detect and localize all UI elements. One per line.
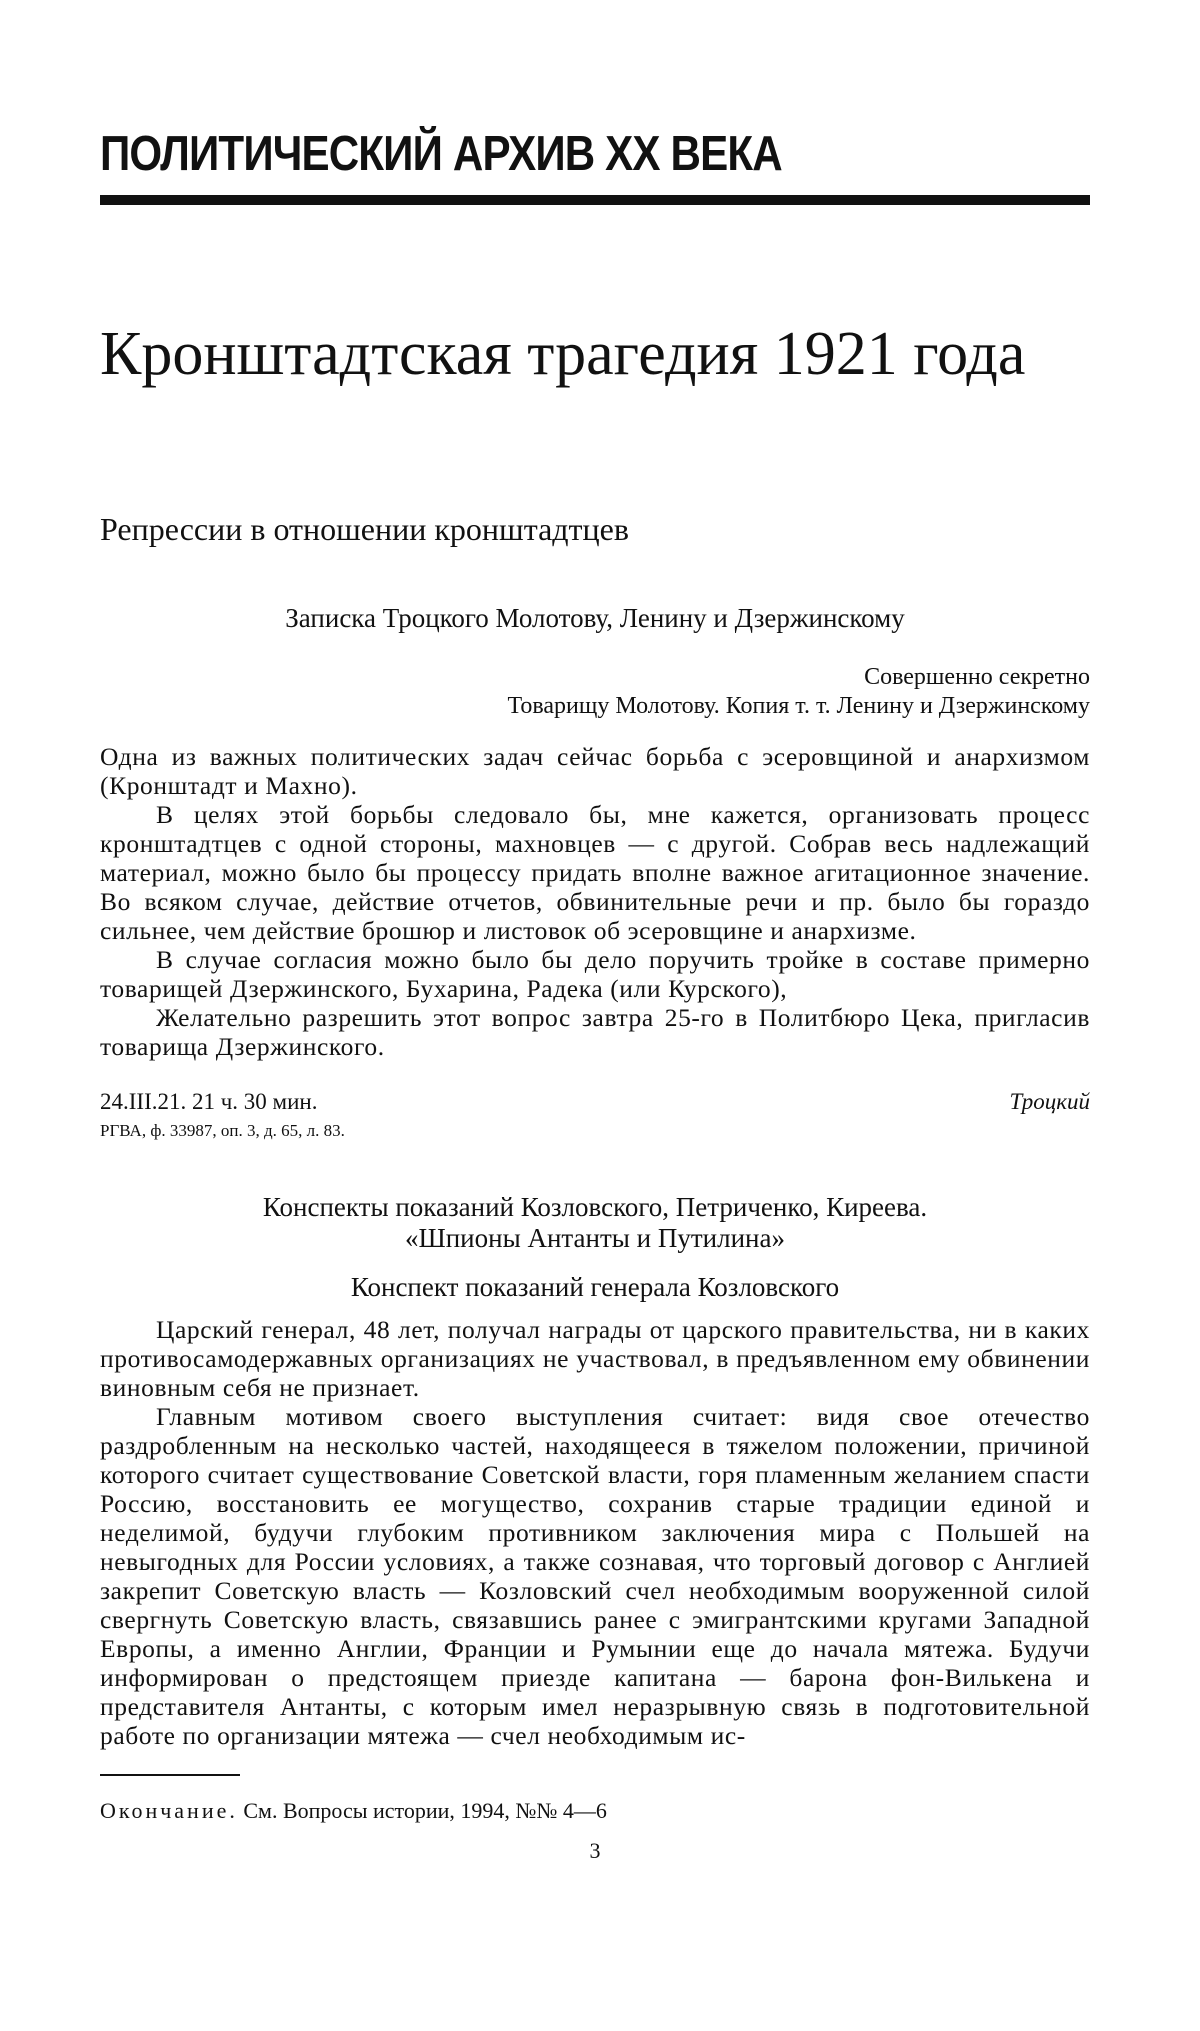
document2-subheading: Конспект показаний генерала Козловского: [100, 1274, 1090, 1301]
document1-heading: Записка Троцкого Молотову, Ленину и Дзержинскому: [100, 605, 1090, 632]
paragraph: В целях этой борьбы следовало бы, мне кажется, организовать процесс кронштадтцев с одной стороны, махновцев — с другой. Собрав весь надлежащий материал, можно было бы процессу придать вполне важное агитационное значение. Во всяком случае, действие отчетов, обвинительные речи и пр. было бы гораздо сильнее, чем действие брошюр и листовок об эсеровщине и анархизме.: [100, 800, 1090, 945]
document2-body: [100, 1315, 1090, 1750]
footnote: [100, 1800, 607, 1822]
document2-heading-line1: Конспекты показаний Козловского, Петриченко, Киреева.: [100, 1194, 1090, 1221]
page-number: 3: [100, 1840, 1090, 1862]
article-title: Кронштадтская трагедия 1921 года: [100, 323, 1025, 385]
document-date: 24.III.21. 21 ч. 30 мин.: [100, 1087, 317, 1117]
paragraph: Царский генерал, 48 лет, получал награды от царского правительства, ни в каких противосамодержавных организациях не участвовал, в предъявленном ему обвинении виновным себя не признает.: [100, 1315, 1090, 1402]
journal-title: ПОЛИТИЧЕСКИЙ АРХИВ XX ВЕКА: [100, 130, 951, 179]
paragraph: Одна из важных политических задач сейчас борьба с эсеровщиной и анархизмом (Кронштадт и Махно).: [100, 742, 1090, 800]
archive-source: РГВА, ф. 33987, оп. 3, д. 65, л. 83.: [100, 1122, 345, 1139]
document2-heading-line2: «Шпионы Антанты и Путилина»: [100, 1225, 1090, 1252]
header-rule: [100, 195, 1090, 205]
section-title: Репрессии в отношении кронштадтцев: [100, 513, 629, 545]
footnote-lead: Окончание.: [100, 1798, 238, 1823]
date-signature-row: [100, 1087, 1090, 1117]
signature: Троцкий: [1010, 1087, 1090, 1117]
addressee-line: Товарищу Молотову. Копия т. т. Ленину и Дзержинскому: [100, 694, 1090, 718]
classification-stamp: Совершенно секретно: [100, 665, 1090, 689]
document1-body: [100, 742, 1090, 1061]
footnote-text: См. Вопросы истории, 1994, №№ 4—6: [243, 1798, 607, 1823]
paragraph: В случае согласия можно было бы дело поручить тройке в составе примерно товарищей Дзержинского, Бухарина, Радека (или Курского),: [100, 945, 1090, 1003]
document-page: [0, 0, 1200, 2031]
paragraph: Желательно разрешить этот вопрос завтра 25-го в Политбюро Цека, пригласив товарища Дзержинского.: [100, 1003, 1090, 1061]
footnote-rule: [100, 1774, 240, 1776]
paragraph: Главным мотивом своего выступления считает: видя свое отечество раздробленным на несколько частей, находящееся в тяжелом положении, причиной которого считает существование Советской власти, горя пламенным желанием спасти Россию, восстановить ее могущество, сохранив старые традиции единой и неделимой, будучи глубоким противником заключения мира с Польшей на невыгодных для России условиях, а также сознавая, что торговый договор с Англией закрепит Советскую власть — Козловский счел необходимым вооруженной силой свергнуть Советскую власть, связавшись ранее с эмигрантскими кругами Западной Европы, а именно Англии, Франции и Румынии еще до начала мятежа. Будучи информирован о предстоящем приезде капитана — барона фон-Вилькена и представителя Антанты, с которым имел неразрывную связь в подготовительной работе по организации мятежа — счел необходимым ис-: [100, 1402, 1090, 1750]
